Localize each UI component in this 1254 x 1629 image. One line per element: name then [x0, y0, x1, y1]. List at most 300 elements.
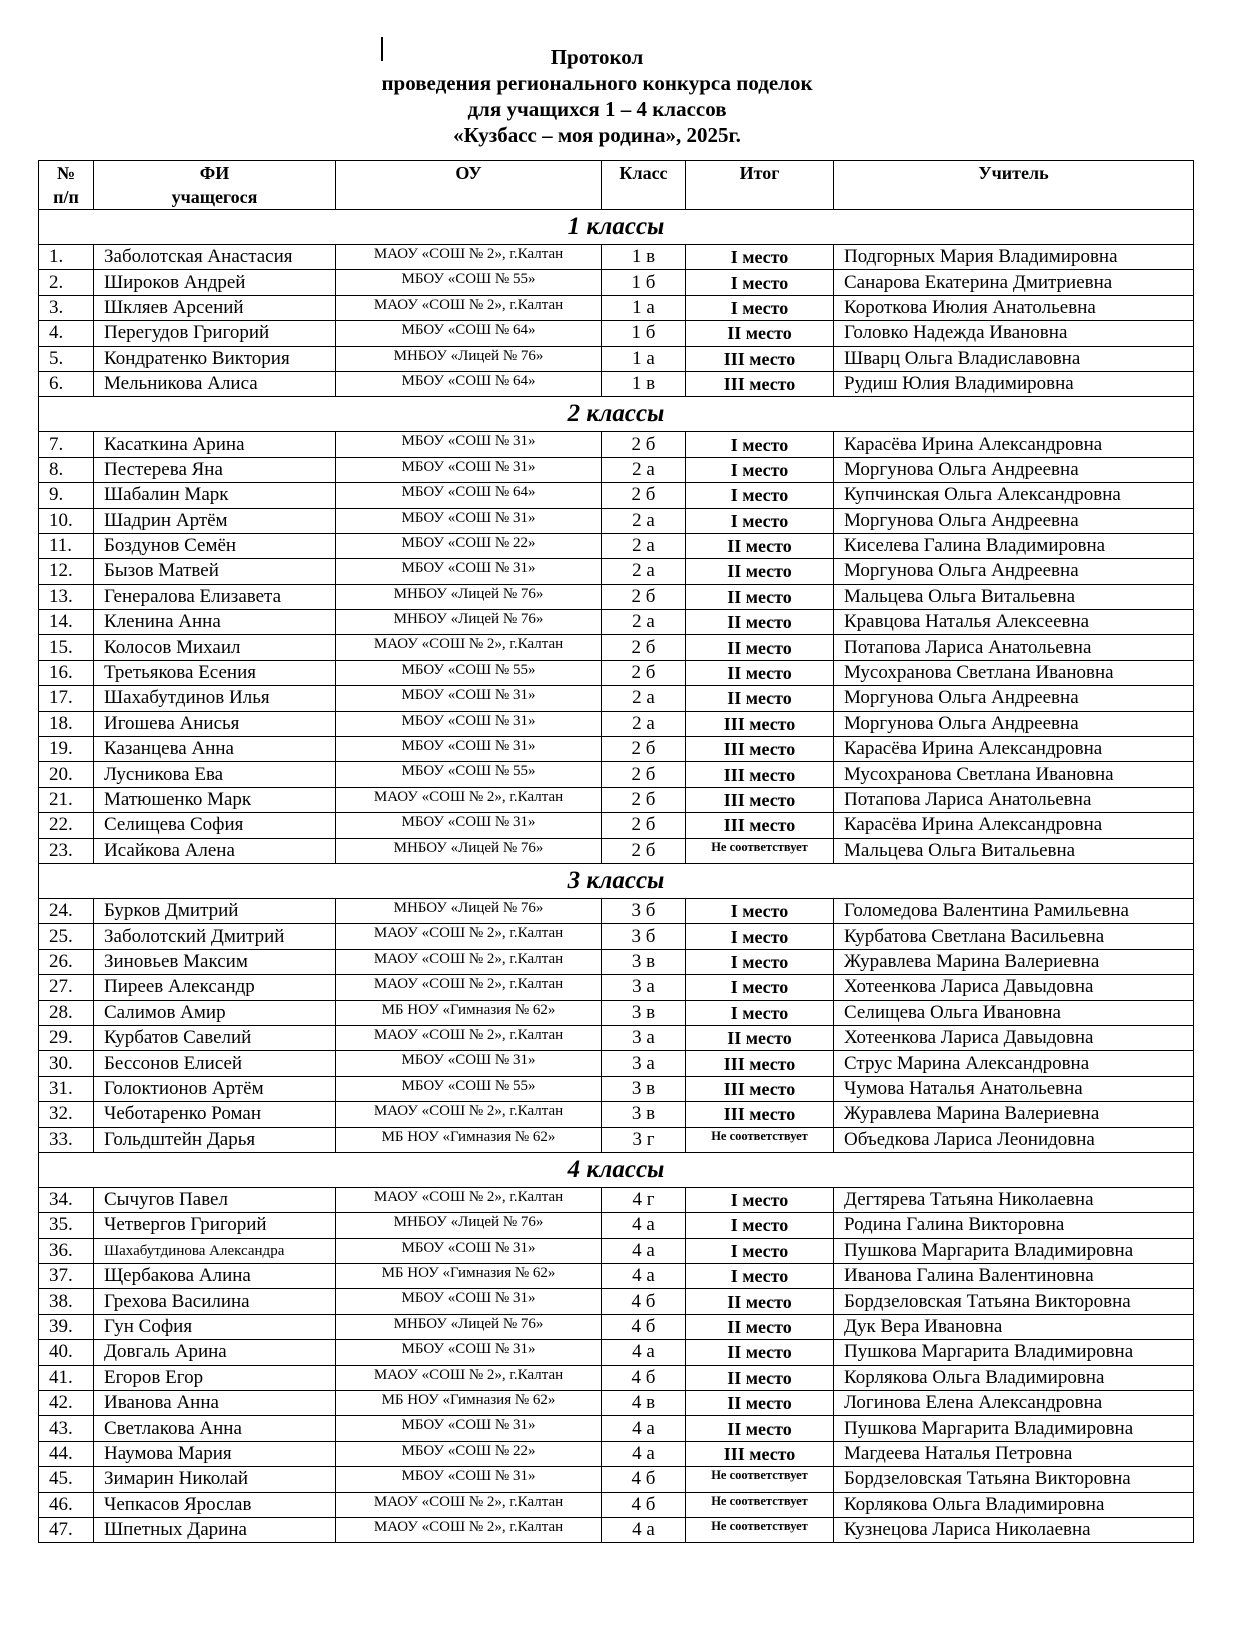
row-number: 19. [39, 737, 94, 762]
row-number: 20. [39, 762, 94, 787]
class: 4 б [602, 1314, 686, 1339]
row-number: 9. [39, 483, 94, 508]
header-name: ФИ учащегося [94, 161, 336, 210]
teacher: Короткова Июлия Анатольевна [834, 295, 1194, 320]
result: III место [686, 813, 834, 838]
table-row [39, 483, 1194, 508]
table-row [39, 610, 1194, 635]
table-row [39, 1076, 1194, 1101]
school: МБОУ «СОШ № 55» [336, 762, 602, 787]
result: III место [686, 762, 834, 787]
table-row [39, 1391, 1194, 1416]
header-num: № п/п [39, 161, 94, 210]
teacher: Бордзеловская Татьяна Викторовна [834, 1467, 1194, 1492]
student-name: Сычугов Павел [94, 1187, 336, 1212]
school: МАОУ «СОШ № 2», г.Калтан [336, 635, 602, 660]
result: III место [686, 737, 834, 762]
teacher: Кузнецова Лариса Николаевна [834, 1517, 1194, 1542]
table-row [39, 1051, 1194, 1076]
school: МБОУ «СОШ № 22» [336, 1441, 602, 1466]
class: 1 б [602, 270, 686, 295]
teacher: Моргунова Ольга Андреевна [834, 559, 1194, 584]
row-number: 2. [39, 270, 94, 295]
teacher: Курбатова Светлана Васильевна [834, 924, 1194, 949]
row-number: 44. [39, 1441, 94, 1466]
class: 2 б [602, 737, 686, 762]
teacher: Купчинская Ольга Александровна [834, 483, 1194, 508]
teacher: Карасёва Ирина Александровна [834, 813, 1194, 838]
teacher: Иванова Галина Валентиновна [834, 1264, 1194, 1289]
school: МБОУ «СОШ № 22» [336, 533, 602, 558]
result: I место [686, 949, 834, 974]
table-row [39, 898, 1194, 923]
result: II место [686, 1365, 834, 1390]
result: I место [686, 924, 834, 949]
student-name: Иванова Анна [94, 1391, 336, 1416]
row-number: 29. [39, 1025, 94, 1050]
class: 3 г [602, 1127, 686, 1152]
student-name: Наумова Мария [94, 1441, 336, 1466]
result: I место [686, 508, 834, 533]
student-name: Шабалин Марк [94, 483, 336, 508]
row-number: 46. [39, 1492, 94, 1517]
class: 2 а [602, 711, 686, 736]
result: I место [686, 975, 834, 1000]
table-row [39, 838, 1194, 863]
school: МАОУ «СОШ № 2», г.Калтан [336, 1102, 602, 1127]
row-number: 12. [39, 559, 94, 584]
class: 2 а [602, 457, 686, 482]
table-row [39, 457, 1194, 482]
class: 4 б [602, 1467, 686, 1492]
student-name: Шахабутдинова Александра [94, 1238, 336, 1263]
student-name: Егоров Егор [94, 1365, 336, 1390]
school: МБОУ «СОШ № 31» [336, 508, 602, 533]
result: Не соответствует [686, 1127, 834, 1152]
teacher: Голомедова Валентина Рамильевна [834, 898, 1194, 923]
class: 2 б [602, 584, 686, 609]
result: Не соответствует [686, 838, 834, 863]
school: МБОУ «СОШ № 64» [336, 483, 602, 508]
table-row [39, 508, 1194, 533]
school: МНБОУ «Лицей № 76» [336, 610, 602, 635]
teacher: Бордзеловская Татьяна Викторовна [834, 1289, 1194, 1314]
table-row [39, 711, 1194, 736]
table-row [39, 1340, 1194, 1365]
result: III место [686, 1102, 834, 1127]
table-row [39, 737, 1194, 762]
row-number: 3. [39, 295, 94, 320]
teacher: Моргунова Ольга Андреевна [834, 508, 1194, 533]
table-row [39, 1467, 1194, 1492]
school: МНБОУ «Лицей № 76» [336, 584, 602, 609]
student-name: Шадрин Артём [94, 508, 336, 533]
teacher: Чумова Наталья Анатольевна [834, 1076, 1194, 1101]
table-row [39, 533, 1194, 558]
result: II место [686, 660, 834, 685]
class: 4 г [602, 1187, 686, 1212]
student-name: Чепкасов Ярослав [94, 1492, 336, 1517]
header-class: Класс [602, 161, 686, 210]
class: 2 б [602, 635, 686, 660]
teacher: Журавлева Марина Валериевна [834, 949, 1194, 974]
student-name: Бессонов Елисей [94, 1051, 336, 1076]
result: II место [686, 584, 834, 609]
table-row [39, 686, 1194, 711]
school: МАОУ «СОШ № 2», г.Калтан [336, 787, 602, 812]
class: 3 в [602, 1076, 686, 1101]
school: МБОУ «СОШ № 31» [336, 1051, 602, 1076]
row-number: 22. [39, 813, 94, 838]
result: II место [686, 610, 834, 635]
table-row [39, 1264, 1194, 1289]
student-name: Селищева София [94, 813, 336, 838]
school: МАОУ «СОШ № 2», г.Калтан [336, 295, 602, 320]
school: МБОУ «СОШ № 31» [336, 1467, 602, 1492]
school: МБОУ «СОШ № 31» [336, 737, 602, 762]
class: 2 б [602, 838, 686, 863]
row-number: 32. [39, 1102, 94, 1127]
student-name: Гун София [94, 1314, 336, 1339]
table-row [39, 1289, 1194, 1314]
result: I место [686, 1213, 834, 1238]
row-number: 13. [39, 584, 94, 609]
teacher: Корлякова Ольга Владимировна [834, 1365, 1194, 1390]
class: 4 а [602, 1213, 686, 1238]
student-name: Касаткина Арина [94, 432, 336, 457]
teacher: Шварц Ольга Владиславовна [834, 346, 1194, 371]
table-row [39, 245, 1194, 270]
table-row [39, 660, 1194, 685]
row-number: 45. [39, 1467, 94, 1492]
teacher: Пушкова Маргарита Владимировна [834, 1340, 1194, 1365]
class: 2 б [602, 813, 686, 838]
teacher: Потапова Лариса Анатольевна [834, 635, 1194, 660]
section-title: 2 классы [39, 397, 1194, 432]
header-ou: ОУ [336, 161, 602, 210]
teacher: Струс Марина Александровна [834, 1051, 1194, 1076]
row-number: 35. [39, 1213, 94, 1238]
teacher: Санарова Екатерина Дмитриевна [834, 270, 1194, 295]
class: 3 в [602, 949, 686, 974]
student-name: Мельникова Алиса [94, 371, 336, 396]
result: II место [686, 1416, 834, 1441]
table-row [39, 1213, 1194, 1238]
table-row [39, 295, 1194, 320]
table-row [39, 1314, 1194, 1339]
student-name: Казанцева Анна [94, 737, 336, 762]
class: 1 б [602, 321, 686, 346]
row-number: 40. [39, 1340, 94, 1365]
section-row [39, 210, 1194, 245]
section-row [39, 1152, 1194, 1187]
teacher: Мальцева Ольга Витальевна [834, 584, 1194, 609]
result: III место [686, 1441, 834, 1466]
school: МАОУ «СОШ № 2», г.Калтан [336, 1517, 602, 1542]
school: МАОУ «СОШ № 2», г.Калтан [336, 975, 602, 1000]
student-name: Заболотская Анастасия [94, 245, 336, 270]
table-row [39, 813, 1194, 838]
school: МБ НОУ «Гимназия № 62» [336, 1000, 602, 1025]
teacher: Карасёва Ирина Александровна [834, 432, 1194, 457]
results-table [38, 160, 1194, 1543]
row-number: 26. [39, 949, 94, 974]
class: 4 а [602, 1340, 686, 1365]
class: 4 а [602, 1416, 686, 1441]
row-number: 6. [39, 371, 94, 396]
result: I место [686, 270, 834, 295]
student-name: Колосов Михаил [94, 635, 336, 660]
school: МБОУ «СОШ № 31» [336, 813, 602, 838]
student-name: Пестерева Яна [94, 457, 336, 482]
teacher: Логинова Елена Александровна [834, 1391, 1194, 1416]
teacher: Подгорных Мария Владимировна [834, 245, 1194, 270]
table-row [39, 924, 1194, 949]
class: 4 б [602, 1289, 686, 1314]
school: МБ НОУ «Гимназия № 62» [336, 1127, 602, 1152]
school: МАОУ «СОШ № 2», г.Калтан [336, 1025, 602, 1050]
school: МБОУ «СОШ № 31» [336, 559, 602, 584]
title-line: «Кузбасс – моя родина», 2025г. [453, 123, 741, 147]
class: 1 а [602, 346, 686, 371]
teacher: Потапова Лариса Анатольевна [834, 787, 1194, 812]
teacher: Хотеенкова Лариса Давыдовна [834, 975, 1194, 1000]
class: 4 а [602, 1517, 686, 1542]
student-name: Заболотский Дмитрий [94, 924, 336, 949]
table-row [39, 1416, 1194, 1441]
row-number: 28. [39, 1000, 94, 1025]
header-teacher: Учитель [834, 161, 1194, 210]
school: МБОУ «СОШ № 31» [336, 686, 602, 711]
student-name: Гольдштейн Дарья [94, 1127, 336, 1152]
section-title: 3 классы [39, 863, 1194, 898]
student-name: Лусникова Ева [94, 762, 336, 787]
teacher: Моргунова Ольга Андреевна [834, 711, 1194, 736]
result: I место [686, 1264, 834, 1289]
teacher: Мусохранова Светлана Ивановна [834, 762, 1194, 787]
school: МБОУ «СОШ № 31» [336, 1238, 602, 1263]
title-line: Протокол [550, 45, 644, 69]
student-name: Светлакова Анна [94, 1416, 336, 1441]
result: III место [686, 1051, 834, 1076]
table-row [39, 975, 1194, 1000]
row-number: 16. [39, 660, 94, 685]
result: Не соответствует [686, 1492, 834, 1517]
class: 2 а [602, 686, 686, 711]
result: I место [686, 1000, 834, 1025]
table-row [39, 371, 1194, 396]
document-title [0, 44, 1194, 148]
row-number: 4. [39, 321, 94, 346]
row-number: 30. [39, 1051, 94, 1076]
student-name: Зиновьев Максим [94, 949, 336, 974]
teacher: Дегтярева Татьяна Николаевна [834, 1187, 1194, 1212]
result: III место [686, 1076, 834, 1101]
class: 2 б [602, 787, 686, 812]
school: МБОУ «СОШ № 31» [336, 1289, 602, 1314]
school: МНБОУ «Лицей № 76» [336, 898, 602, 923]
student-name: Шахабутдинов Илья [94, 686, 336, 711]
student-name: Кондратенко Виктория [94, 346, 336, 371]
class: 4 а [602, 1441, 686, 1466]
class: 2 б [602, 660, 686, 685]
row-number: 39. [39, 1314, 94, 1339]
row-number: 8. [39, 457, 94, 482]
class: 4 в [602, 1391, 686, 1416]
student-name: Довгаль Арина [94, 1340, 336, 1365]
school: МБОУ «СОШ № 31» [336, 457, 602, 482]
school: МБ НОУ «Гимназия № 62» [336, 1264, 602, 1289]
school: МБОУ «СОШ № 55» [336, 660, 602, 685]
table-row [39, 346, 1194, 371]
section-title: 4 классы [39, 1152, 1194, 1187]
result: II место [686, 559, 834, 584]
result: II место [686, 635, 834, 660]
class: 1 в [602, 245, 686, 270]
row-number: 5. [39, 346, 94, 371]
teacher: Журавлева Марина Валериевна [834, 1102, 1194, 1127]
teacher: Селищева Ольга Ивановна [834, 1000, 1194, 1025]
student-name: Матюшенко Марк [94, 787, 336, 812]
school: МАОУ «СОШ № 2», г.Калтан [336, 1365, 602, 1390]
result: II место [686, 1340, 834, 1365]
teacher: Пушкова Маргарита Владимировна [834, 1238, 1194, 1263]
student-name: Широков Андрей [94, 270, 336, 295]
row-number: 33. [39, 1127, 94, 1152]
student-name: Курбатов Савелий [94, 1025, 336, 1050]
table-row [39, 321, 1194, 346]
row-number: 11. [39, 533, 94, 558]
result: III место [686, 371, 834, 396]
result: Не соответствует [686, 1517, 834, 1542]
table-row [39, 762, 1194, 787]
row-number: 23. [39, 838, 94, 863]
result: I место [686, 898, 834, 923]
row-number: 18. [39, 711, 94, 736]
table-row [39, 1102, 1194, 1127]
school: МБОУ «СОШ № 55» [336, 1076, 602, 1101]
row-number: 37. [39, 1264, 94, 1289]
result: I место [686, 295, 834, 320]
school: МБОУ «СОШ № 31» [336, 432, 602, 457]
school: МАОУ «СОШ № 2», г.Калтан [336, 245, 602, 270]
school: МБОУ «СОШ № 31» [336, 1416, 602, 1441]
row-number: 41. [39, 1365, 94, 1390]
teacher: Головко Надежда Ивановна [834, 321, 1194, 346]
student-name: Шкляев Арсений [94, 295, 336, 320]
class: 4 б [602, 1492, 686, 1517]
student-name: Зимарин Николай [94, 1467, 336, 1492]
school: МНБОУ «Лицей № 76» [336, 346, 602, 371]
student-name: Бурков Дмитрий [94, 898, 336, 923]
teacher: Дук Вера Ивановна [834, 1314, 1194, 1339]
student-name: Генералова Елизавета [94, 584, 336, 609]
school: МАОУ «СОШ № 2», г.Калтан [336, 924, 602, 949]
row-number: 27. [39, 975, 94, 1000]
class: 1 в [602, 371, 686, 396]
row-number: 21. [39, 787, 94, 812]
header-result: Итог [686, 161, 834, 210]
row-number: 17. [39, 686, 94, 711]
student-name: Бызов Матвей [94, 559, 336, 584]
student-name: Шпетных Дарина [94, 1517, 336, 1542]
class: 2 а [602, 533, 686, 558]
result: II место [686, 1314, 834, 1339]
table-row [39, 1492, 1194, 1517]
student-name: Игошева Анисья [94, 711, 336, 736]
section-row [39, 397, 1194, 432]
result: I место [686, 1238, 834, 1263]
row-number: 31. [39, 1076, 94, 1101]
row-number: 34. [39, 1187, 94, 1212]
row-number: 24. [39, 898, 94, 923]
row-number: 7. [39, 432, 94, 457]
student-name: Голоктионов Артём [94, 1076, 336, 1101]
school: МБОУ «СОШ № 31» [336, 1340, 602, 1365]
teacher: Мусохранова Светлана Ивановна [834, 660, 1194, 685]
student-name: Третьякова Есения [94, 660, 336, 685]
table-row [39, 584, 1194, 609]
school: МБ НОУ «Гимназия № 62» [336, 1391, 602, 1416]
result: I место [686, 457, 834, 482]
result: II место [686, 1025, 834, 1050]
class: 3 б [602, 898, 686, 923]
school: МНБОУ «Лицей № 76» [336, 1213, 602, 1238]
school: МБОУ «СОШ № 64» [336, 321, 602, 346]
student-name: Чеботаренко Роман [94, 1102, 336, 1127]
row-number: 25. [39, 924, 94, 949]
result: II место [686, 1289, 834, 1314]
class: 4 а [602, 1264, 686, 1289]
row-number: 10. [39, 508, 94, 533]
school: МБОУ «СОШ № 31» [336, 711, 602, 736]
result: I место [686, 432, 834, 457]
teacher: Мальцева Ольга Витальевна [834, 838, 1194, 863]
class: 2 б [602, 762, 686, 787]
student-name: Щербакова Алина [94, 1264, 336, 1289]
class: 3 в [602, 1102, 686, 1127]
result: II место [686, 321, 834, 346]
row-number: 36. [39, 1238, 94, 1263]
result: III место [686, 711, 834, 736]
table-row [39, 1127, 1194, 1152]
student-name: Кленина Анна [94, 610, 336, 635]
school: МБОУ «СОШ № 64» [336, 371, 602, 396]
row-number: 1. [39, 245, 94, 270]
class: 1 а [602, 295, 686, 320]
table-row [39, 1238, 1194, 1263]
result: II место [686, 686, 834, 711]
teacher: Корлякова Ольга Владимировна [834, 1492, 1194, 1517]
class: 2 а [602, 559, 686, 584]
table-row [39, 432, 1194, 457]
teacher: Моргунова Ольга Андреевна [834, 686, 1194, 711]
class: 2 б [602, 483, 686, 508]
row-number: 47. [39, 1517, 94, 1542]
class: 3 б [602, 924, 686, 949]
row-number: 14. [39, 610, 94, 635]
table-row [39, 1441, 1194, 1466]
school: МБОУ «СОШ № 55» [336, 270, 602, 295]
row-number: 42. [39, 1391, 94, 1416]
table-row [39, 1517, 1194, 1542]
class: 2 а [602, 508, 686, 533]
teacher: Кравцова Наталья Алексеевна [834, 610, 1194, 635]
student-name: Четвергов Григорий [94, 1213, 336, 1238]
teacher: Магдеева Наталья Петровна [834, 1441, 1194, 1466]
table-row [39, 559, 1194, 584]
school: МАОУ «СОШ № 2», г.Калтан [336, 949, 602, 974]
